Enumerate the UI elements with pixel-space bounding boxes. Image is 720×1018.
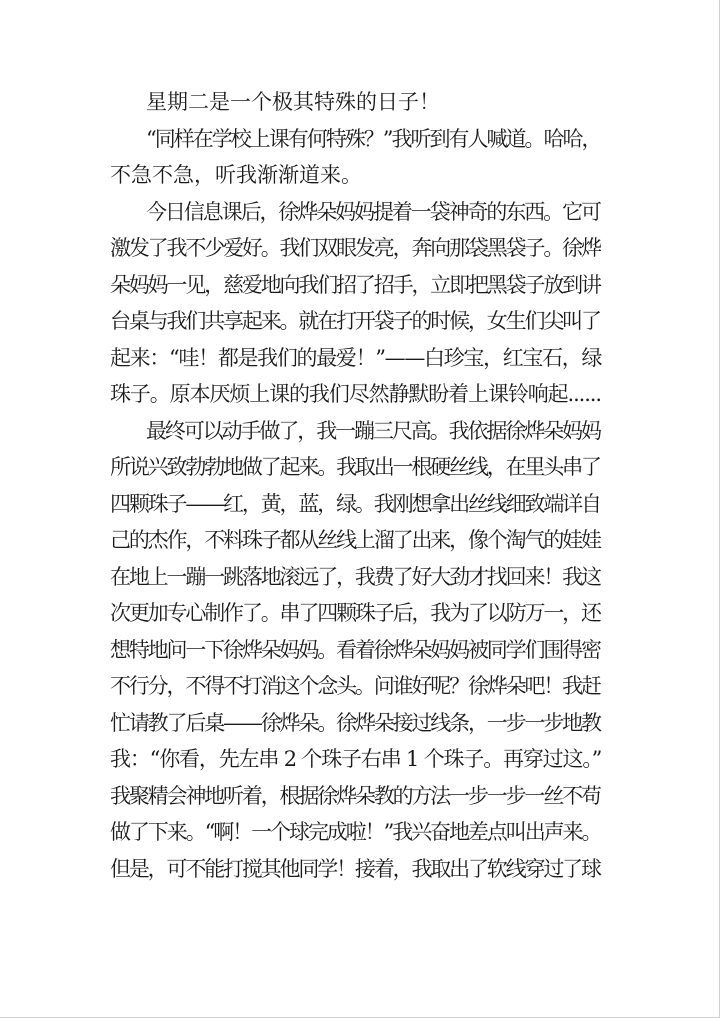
paragraph-line: 台桌与我们共享起来。就在打开袋子的时候，女生们尖叫了: [110, 309, 600, 333]
paragraph-line: 珠子。原本厌烦上课的我们尽然静默盼着上课铃响起......: [110, 382, 601, 406]
paragraph-line: 次更加专心制作了。串了四颗珠子后，我为了以防万一，还: [110, 601, 600, 625]
paragraph-line: 激发了我不少爱好。我们双眼发亮，奔向那袋黑袋子。徐烨: [110, 236, 600, 260]
paragraph-line: 做了下来。“啊！一个球完成啦！”我兴奋地差点叫出声来。: [110, 820, 601, 844]
paragraph-line: 朵妈妈一见，慈爱地向我们招了招手，立即把黑袋子放到讲: [110, 272, 600, 297]
paragraph-line: 四颗珠子——红，黄，蓝，绿。我刚想拿出丝线细致端详自: [110, 491, 600, 516]
paragraph-line: 起来：“哇！都是我们的最爱！”——白珍宝，红宝石，绿: [110, 345, 602, 370]
paragraph-line: “同样在学校上课有何特殊？”我听到有人喊道。哈哈，: [146, 126, 601, 151]
paragraph-line: 但是，可不能打搅其他同学！接着，我取出了软线穿过了球: [110, 856, 600, 881]
paragraph-line: 想特地问一下徐烨朵妈妈。看着徐烨朵妈妈被同学们围得密: [110, 637, 600, 662]
essay-body: [110, 84, 602, 887]
paragraph-line: 不行分，不得不打消这个念头。问谁好呢？徐烨朵吧！我赶: [110, 674, 600, 698]
paragraph-line: 在地上一蹦一跳落地滚远了，我费了好大劲才找回来！我这: [110, 564, 600, 589]
paragraph-line: 星期二是一个极其特殊的日子！: [146, 90, 440, 114]
paragraph-line: 最终可以动手做了，我一蹦三尺高。我依据徐烨朵妈妈: [146, 418, 600, 443]
paragraph-line: 所说兴致勃勃地做了起来。我取出一根硬丝线，在里头串了: [110, 455, 600, 479]
paragraph-line: 不急不急，听我渐渐道来。: [110, 163, 362, 187]
paragraph-line: 忙请教了后桌——徐烨朵。徐烨朵接过线条，一步一步地教: [110, 710, 600, 735]
paragraph-line: 我：“你看，先左串 2 个珠子右串 1 个珠子。再穿过这。”: [110, 747, 602, 771]
paragraph-line: 我聚精会神地听着，根据徐烨朵教的方法一步一步一丝不苟: [110, 783, 600, 808]
paragraph-line: 今日信息课后，徐烨朵妈妈提着一袋神奇的东西。它可: [146, 199, 600, 224]
paragraph-line: 己的杰作，不料珠子都从丝线上溜了出来，像个淘气的娃娃: [110, 528, 600, 552]
